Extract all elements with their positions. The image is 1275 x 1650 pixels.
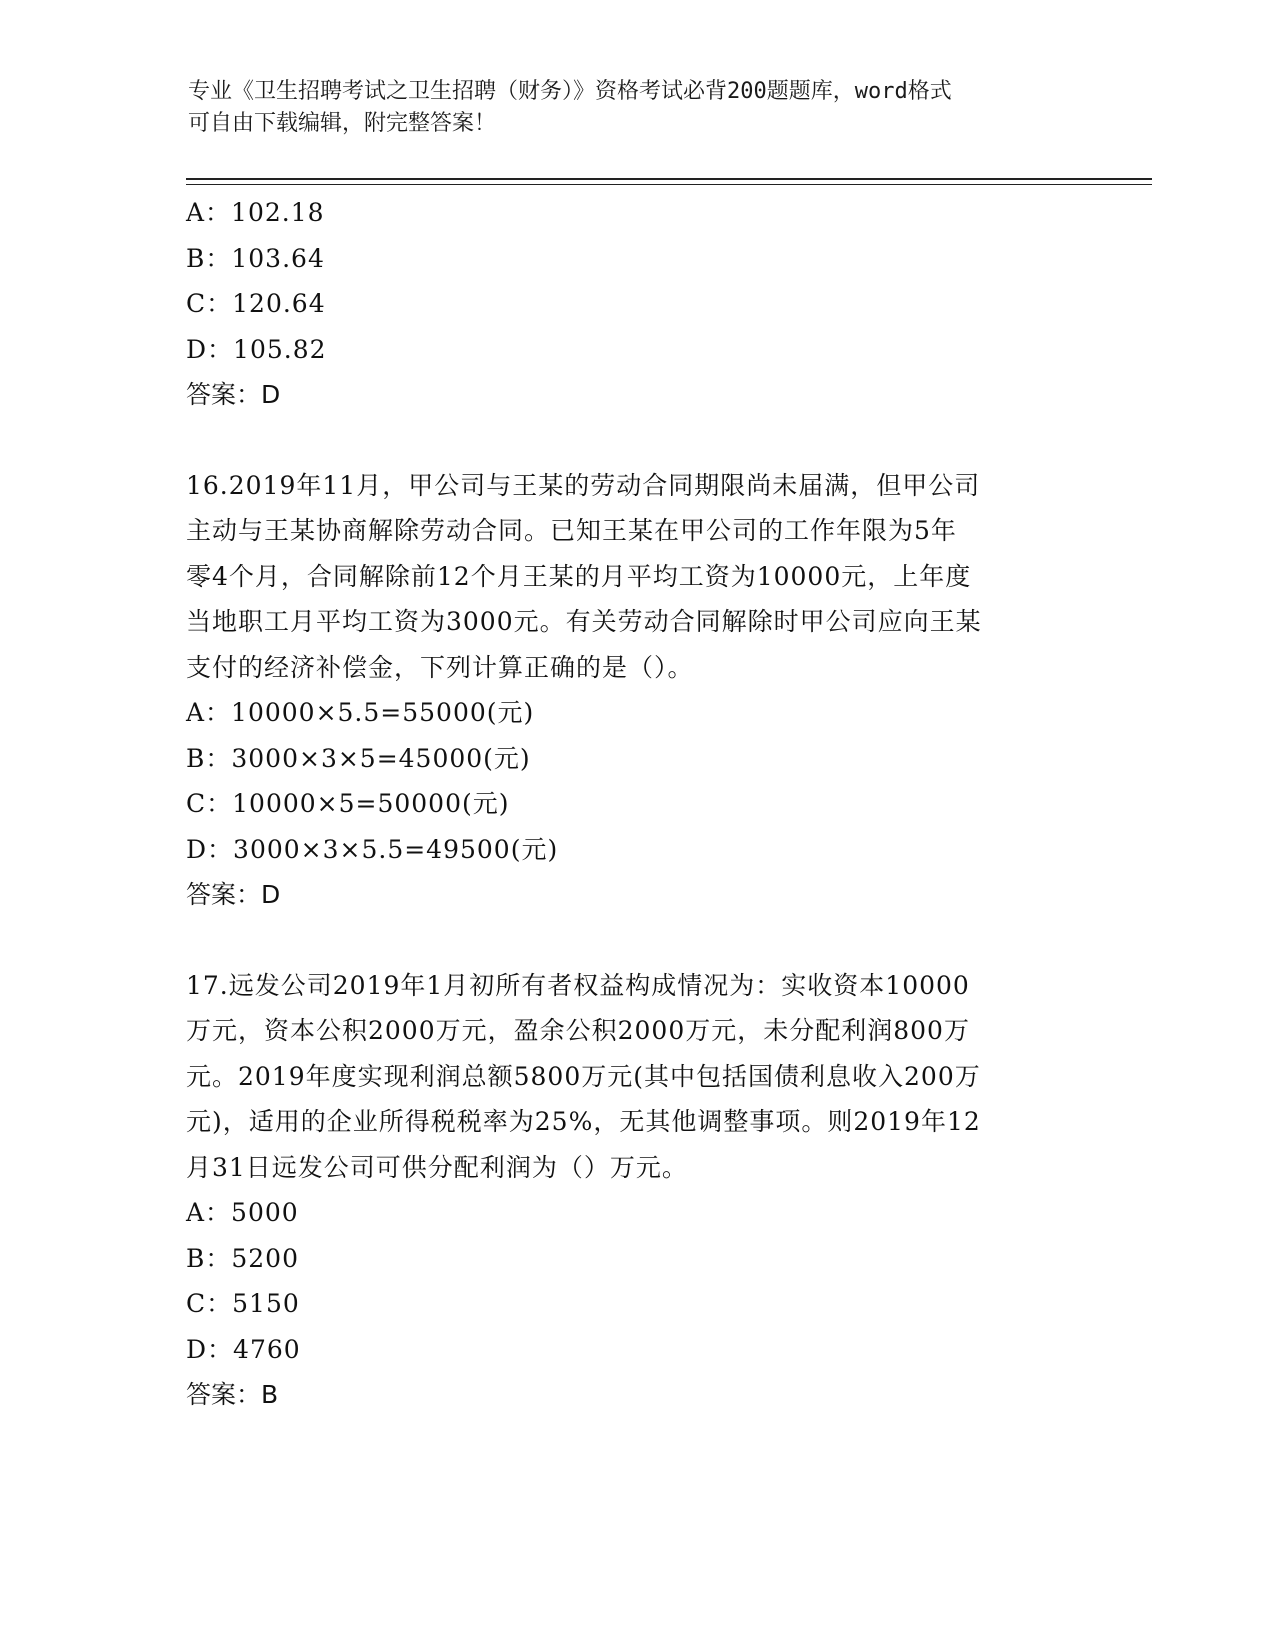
option-b: B：5200 bbox=[186, 1243, 299, 1273]
question-15 bbox=[186, 190, 1086, 418]
option-b: B：103.64 bbox=[186, 243, 325, 273]
document-header bbox=[188, 76, 1068, 140]
question-17 bbox=[186, 963, 1086, 1418]
option-c: C：10000×5=50000(元) bbox=[186, 789, 510, 818]
option-a: A：5000 bbox=[186, 1198, 299, 1227]
stem-line: 元)，适用的企业所得税税率为25%，无其他调整事项。则2019年12 bbox=[186, 1107, 981, 1136]
stem-line: 万元，资本公积2000万元，盈余公积2000万元，未分配利润800万 bbox=[186, 1016, 970, 1045]
stem-line: 元。2019年度实现利润总额5800万元(其中包括国债利息收入200万 bbox=[186, 1061, 981, 1091]
question-17-stem bbox=[186, 963, 1086, 1191]
header-line-2: 可自由下载编辑，附完整答案！ bbox=[188, 111, 497, 136]
header-divider bbox=[186, 178, 1152, 185]
option-a: A：102.18 bbox=[186, 198, 325, 227]
stem-line: 零4个月，合同解除前12个月王某的月平均工资为10000元，上年度 bbox=[186, 561, 972, 591]
stem-line: 主动与王某协商解除劳动合同。已知王某在甲公司的工作年限为5年 bbox=[186, 516, 957, 545]
option-a: A：10000×5.5=55000(元) bbox=[186, 698, 535, 727]
answer-17: 答案：B bbox=[186, 1380, 279, 1409]
option-d: D：4760 bbox=[186, 1334, 301, 1364]
question-list bbox=[186, 190, 1086, 1418]
option-b: B：3000×3×5=45000(元) bbox=[186, 743, 531, 773]
stem-line: 当地职工月平均工资为3000元。有关劳动合同解除时甲公司应向王某 bbox=[186, 607, 982, 636]
option-c: C：5150 bbox=[186, 1289, 300, 1318]
option-d: D：105.82 bbox=[186, 334, 327, 364]
answer-16: 答案：D bbox=[186, 880, 281, 909]
question-16-stem bbox=[186, 463, 1086, 691]
header-line-1: 专业《卫生招聘考试之卫生招聘（财务）》资格考试必背200题题库，word格式 bbox=[188, 79, 952, 104]
option-c: C：120.64 bbox=[186, 289, 326, 318]
stem-line: 17.远发公司2019年1月初所有者权益构成情况为：实收资本10000 bbox=[186, 970, 970, 1000]
stem-line: 支付的经济补偿金，下列计算正确的是（）。 bbox=[186, 652, 694, 682]
answer-15: 答案：D bbox=[186, 380, 281, 409]
option-d: D：3000×3×5.5=49500(元) bbox=[186, 834, 559, 864]
question-16 bbox=[186, 463, 1086, 918]
stem-line: 月31日远发公司可供分配利润为（）万元。 bbox=[186, 1152, 688, 1182]
stem-line: 16.2019年11月，甲公司与王某的劳动合同期限尚未届满，但甲公司 bbox=[186, 470, 981, 500]
spacer bbox=[186, 918, 1086, 963]
spacer bbox=[186, 418, 1086, 463]
